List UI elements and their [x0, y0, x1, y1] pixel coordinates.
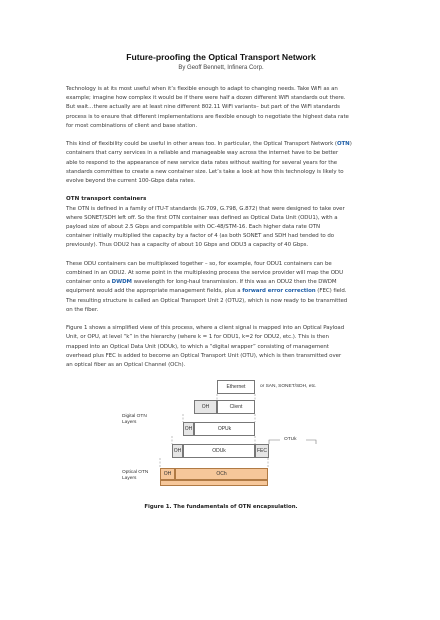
section-heading: OTN transport containers: [66, 196, 147, 203]
och-overhead-box: OH: [160, 468, 175, 480]
text-line: on the fiber.: [66, 306, 99, 313]
text-line: overhead plus FEC is added to become an Optical Transport Unit (OTU), which is then transmitted over: [66, 352, 342, 359]
text-line: Technology is at its most useful when it’s flexible enough to adapt to changing needs. Take WiFi as an: [66, 86, 338, 92]
text-line: example; imagine how complex it would be if there were half a dozen different WiFi standards out there.: [66, 95, 346, 102]
text-line: standards committee to create a new container size. Let’s take a look at how this technology is likely to: [66, 168, 344, 175]
text-line: where SONET/SDH left off. So the first OTN container was defined as Optical Data Unit (ODU1), with a: [66, 214, 338, 221]
text-run: This kind of flexibility could be useful in other areas too. In particular, the Optical Transport Network (: [66, 141, 337, 148]
text-line: evolve beyond the current 100-Gbps data rates.: [66, 178, 196, 185]
opuk-box: OPUk: [194, 422, 255, 436]
paragraph-figure-intro: [66, 324, 376, 370]
otn-encapsulation-figure: [66, 378, 376, 500]
document-byline: By Geoff Bennett, Infinera Corp.: [178, 65, 264, 71]
odu-overhead-box: OH: [183, 422, 194, 436]
text-line: able to respond to the appearance of new service data rates without waiting for several years for the: [66, 159, 338, 166]
text-run: (FEC) field.: [315, 288, 347, 295]
text-line: These ODU containers can be multiplexed together – so, for example, four ODU1 containers can be: [66, 260, 332, 267]
digital-layers-label: Digital OTN Layers: [122, 414, 147, 426]
text-line: But wait…there actually are at least nine different 802.11 WiFi variants– but part of the WiFi standards: [66, 104, 340, 111]
text-line: [66, 140, 376, 149]
fec-link[interactable]: forward error correction: [242, 288, 316, 295]
text-line: an optical fiber as an Optical Channel (OCh).: [66, 362, 186, 369]
text-line: mapped into an Optical Data Unit (ODUk), to which a “digital wrapper” consisting of management: [66, 343, 329, 350]
optical-layers-label: Optical OTN Layers: [122, 470, 149, 482]
text-line: [66, 278, 376, 287]
document-page: [66, 52, 376, 511]
paragraph-flexibility: [66, 140, 376, 186]
text-run: wavelength for long-haul transmission. If this was an ODU2 then the DWDM: [131, 279, 337, 286]
text-line: container initially multiplied the capacity by a factor of 4 (as both SONET and SDH had tended to do: [66, 233, 335, 240]
otn-link[interactable]: OTN: [336, 141, 350, 148]
text-run: equipment would add the appropriate management fields, plus a: [66, 288, 243, 295]
text-line: process is to ensure that different implementations are flexible enough to negotiate the highest data rate: [66, 113, 349, 120]
client-box: Client: [217, 400, 255, 414]
ethernet-box: Ethernet: [217, 380, 255, 394]
paragraph-otn-definition: [66, 205, 376, 251]
otuk-label: OTUk: [284, 437, 297, 443]
paragraph-intro: [66, 85, 376, 131]
text-line: containers that carry services in a reliable and manageable way across the internet have to be better: [66, 150, 339, 157]
och-base-band: [160, 480, 268, 486]
text-line: Unit, or OPU, at level “k” in the hierarchy (where k = 1 for ODU1, k=2 for ODU2, etc.). This is then: [66, 334, 329, 341]
text-line: payload size of about 2.5 Gbps and compatible with OC-48/STM-16. Each higher data rate OTN: [66, 224, 320, 231]
dwdm-link[interactable]: DWDM: [111, 279, 132, 286]
text-run: container onto a: [66, 279, 112, 286]
text-run: ): [349, 141, 352, 148]
opu-overhead-box: OH: [194, 400, 217, 414]
och-box: OCh: [175, 468, 268, 480]
figure-caption: Figure 1. The fundamentals of OTN encapsulation.: [144, 504, 298, 511]
text-line: The resulting structure is called an Optical Transport Unit 2 (OTU2), which is now ready to be transmitted: [66, 297, 348, 304]
client-types-note: or SAN, SONET/SDH, etc.: [260, 384, 317, 390]
fec-box: FEC: [255, 444, 269, 458]
text-line: for most combinations of client and base station.: [66, 122, 198, 129]
paragraph-multiplexing: [66, 260, 376, 315]
text-line: Figure 1 shows a simplified view of this process, where a client signal is mapped into an Optical Payload: [66, 325, 345, 332]
text-line: [66, 287, 376, 296]
oduk-box: ODUk: [183, 444, 255, 458]
text-line: The OTN is defined in a family of ITU-T standards (G.709, G.798, G.872) that were designed to take over: [66, 205, 345, 212]
otu-overhead-box: OH: [172, 444, 183, 458]
document-title: Future-proofing the Optical Transport Network: [126, 52, 316, 62]
text-line: previously). Thus ODU2 has a capacity of about 10 Gbps and ODU3 a capacity of 40 Gbps.: [66, 242, 309, 249]
text-line: combined in an ODU2. At some point in the multiplexing process the service provider will map the ODU: [66, 270, 343, 277]
